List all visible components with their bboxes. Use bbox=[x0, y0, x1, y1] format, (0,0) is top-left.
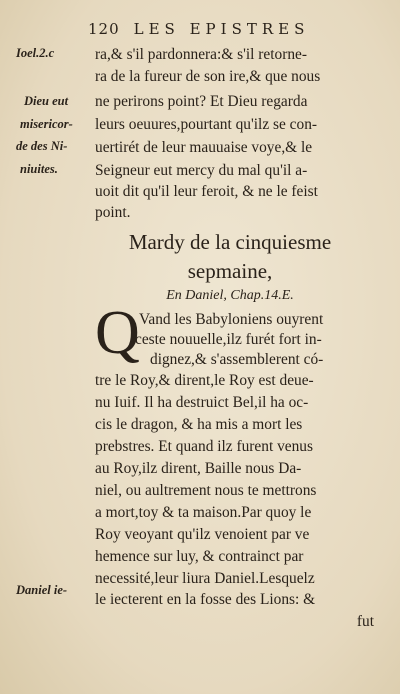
section-title: sepmaine, bbox=[187, 259, 273, 283]
margin-note: Dieu eut bbox=[24, 94, 69, 108]
text-line: cis le dragon, & ha mis a mort les bbox=[95, 416, 303, 433]
text-line: niel, ou aultrement nous te mettrons bbox=[95, 482, 317, 499]
text-line: tre le Roy,& dirent,le Roy est deue- bbox=[95, 372, 314, 389]
margin-note: Daniel ie- bbox=[16, 583, 68, 597]
text-line: ceste nouuelle,ilz furét fort in- bbox=[135, 331, 322, 348]
text-line: leurs oeuures,pourtant qu'ilz se con- bbox=[95, 116, 318, 133]
text-line: ne perirons point? Et Dieu regarda bbox=[95, 93, 308, 110]
text-line: ra de la fureur de son ire,& que nous bbox=[95, 68, 321, 85]
text-line: uoit dit qu'il leur feroit, & ne le feist bbox=[95, 183, 318, 200]
margin-note: Ioel.2.c bbox=[16, 46, 55, 60]
page-header bbox=[88, 20, 378, 38]
text-line: hemence sur luy, & contrainct par bbox=[95, 548, 304, 565]
text-line: fut bbox=[356, 613, 374, 630]
text-line: necessité,leur liura Daniel.Lesquelz bbox=[95, 570, 315, 587]
text-line: dignez,& s'assemblerent có- bbox=[150, 351, 324, 368]
margin-note: de des Ni- bbox=[16, 139, 68, 153]
text-line: nu Iuif. Il ha destruict Bel,il ha oc- bbox=[95, 394, 309, 411]
margin-note: niuites. bbox=[20, 162, 58, 176]
text-line: Seigneur eut mercy du mal qu'il a- bbox=[95, 162, 308, 179]
margin-note: misericor- bbox=[20, 117, 73, 131]
text-line: le iecterent en la fosse des Lions: & bbox=[95, 591, 316, 608]
text-line: ra,& s'il pardonnera:& s'il retorne- bbox=[95, 46, 307, 63]
section-reference: En Daniel, Chap.14.E. bbox=[166, 288, 294, 303]
text-line: point. bbox=[95, 204, 131, 221]
text-line: a mort,toy & ta maison.Par quoy le bbox=[95, 504, 312, 521]
section-title: Mardy de la cinquiesme bbox=[128, 230, 332, 254]
text-line: uertirét de leur mauuaise voye,& le bbox=[95, 139, 313, 156]
drop-cap: Q bbox=[95, 299, 140, 367]
running-title: LES EPISTRES bbox=[133, 20, 310, 38]
text-line: prebstres. Et quand ilz furent venus bbox=[95, 438, 313, 455]
page-number: 120 bbox=[88, 20, 120, 38]
text-line: Roy veoyant qu'ilz venoient par ve bbox=[95, 526, 310, 543]
text-line: au Roy,ilz dirent, Baille nous Da- bbox=[95, 460, 302, 477]
text-line: Vand les Babyloniens ouyrent bbox=[139, 311, 324, 328]
